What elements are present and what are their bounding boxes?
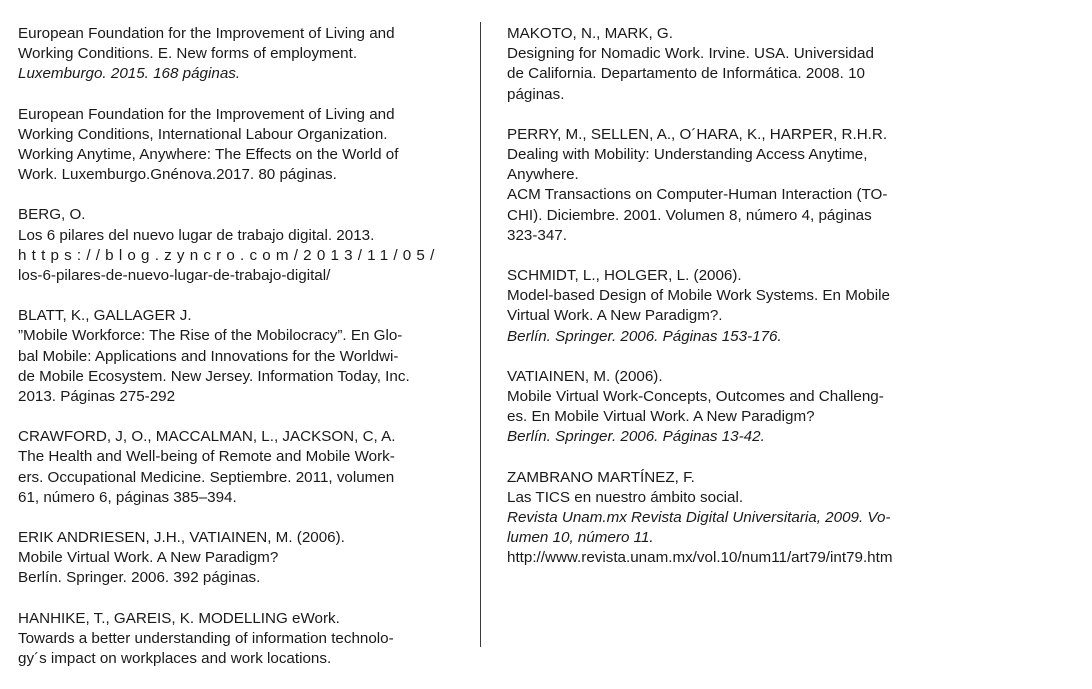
reference-line: Mobile Virtual Work-Concepts, Outcomes and Challeng-	[507, 388, 884, 406]
reference-line: páginas.	[507, 85, 565, 103]
reference-line: Work. Luxemburgo.Gnénova.2017. 80 páginas.	[18, 166, 337, 184]
reference-line: PERRY, M., SELLEN, A., O´HARA, K., HARPER, R.H.R.	[507, 125, 888, 143]
reference-line: Virtual Work. A New Paradigm?.	[507, 307, 723, 325]
reference-entry	[18, 609, 458, 670]
reference-line: CHI). Diciembre. 2001. Volumen 8, número 4, páginas	[507, 206, 872, 224]
reference-line: Los 6 pilares del nuevo lugar de trabajo digital. 2013.	[18, 226, 375, 244]
reference-entry	[507, 266, 947, 347]
reference-entry	[18, 306, 458, 407]
reference-line: de Mobile Ecosystem. New Jersey. Information Today, Inc.	[18, 367, 410, 385]
reference-line: European Foundation for the Improvement of Living and	[18, 25, 395, 42]
reference-line: Working Conditions. E. New forms of employment.	[18, 45, 358, 63]
reference-line: Anywhere.	[507, 166, 579, 184]
reference-line: 323-347.	[507, 226, 567, 244]
reference-entry	[18, 24, 458, 85]
reference-line: ACM Transactions on Computer-Human Interaction (TO-	[507, 186, 888, 204]
reference-line: CRAWFORD, J, O., MACCALMAN, L., JACKSON, C, A.	[18, 428, 396, 446]
reference-line: Working Anytime, Anywhere: The Effects on the World of	[18, 146, 399, 164]
reference-entry	[18, 528, 458, 589]
reference-line: Designing for Nomadic Work. Irvine. USA. Universidad	[507, 45, 874, 63]
reference-line: de California. Departamento de Informática. 2008. 10	[507, 65, 865, 83]
reference-line: Berlín. Springer. 2006. Páginas 153-176.	[507, 327, 782, 345]
reference-line: HANHIKE, T., GAREIS, K. MODELLING eWork.	[18, 609, 340, 627]
reference-line: ers. Occupational Medicine. Septiembre. 2011, volumen	[18, 468, 395, 486]
reference-entry	[18, 427, 458, 508]
reference-line: Working Conditions, International Labour Organization.	[18, 125, 388, 143]
reference-line: Luxemburgo. 2015. 168 páginas.	[18, 65, 241, 83]
reference-line: 61, número 6, páginas 385–394.	[18, 488, 237, 506]
left-column	[18, 24, 458, 689]
reference-line: 2013. Páginas 275-292	[18, 388, 176, 406]
reference-entry	[507, 125, 947, 246]
reference-line: Berlín. Springer. 2006. 392 páginas.	[18, 569, 261, 587]
reference-line: Berlín. Springer. 2006. Páginas 13-42.	[507, 428, 765, 446]
reference-entry	[507, 468, 947, 569]
reference-entry	[507, 367, 947, 448]
reference-line: BLATT, K., GALLAGER J.	[18, 307, 192, 325]
reference-line: ZAMBRANO MARTÍNEZ, F.	[507, 468, 695, 486]
reference-line: http://www.revista.unam.mx/vol.10/num11/art79/int79.htm	[507, 549, 893, 567]
reference-entry	[507, 24, 947, 105]
reference-line: Towards a better understanding of information technolo-	[18, 629, 394, 647]
reference-line: Las TICS en nuestro ámbito social.	[507, 488, 744, 506]
reference-entry	[18, 105, 458, 186]
reference-line: es. En Mobile Virtual Work. A New Paradigm?	[507, 408, 815, 426]
reference-line: BERG, O.	[18, 206, 86, 224]
reference-line: ERIK ANDRIESEN, J.H., VATIAINEN, M. (2006).	[18, 529, 345, 547]
reference-line: los-6-pilares-de-nuevo-lugar-de-trabajo-digital/	[18, 267, 331, 285]
reference-line: VATIAINEN, M. (2006).	[507, 367, 663, 385]
reference-line: SCHMIDT, L., HOLGER, L. (2006).	[507, 267, 742, 285]
reference-line: Dealing with Mobility: Understanding Access Anytime,	[507, 146, 868, 164]
reference-line: gy´s impact on workplaces and work locations.	[18, 650, 332, 668]
reference-line: European Foundation for the Improvement of Living and	[18, 105, 395, 123]
reference-line: Mobile Virtual Work. A New Paradigm?	[18, 549, 279, 567]
reference-line: The Health and Well-being of Remote and Mobile Work-	[18, 448, 395, 466]
column-divider	[480, 22, 481, 647]
reference-line: Model-based Design of Mobile Work Systems. En Mobile	[507, 287, 890, 305]
reference-url-line: https://blog.zyncro.com/2013/11/05/	[18, 246, 440, 264]
reference-line: MAKOTO, N., MARK, G.	[507, 25, 673, 42]
reference-line: Revista Unam.mx Revista Digital Universitaria, 2009. Vo-	[507, 509, 891, 527]
right-column	[507, 24, 947, 589]
reference-line: ”Mobile Workforce: The Rise of the Mobilocracy”. En Glo-	[18, 327, 403, 345]
reference-line: lumen 10, número 11.	[507, 529, 654, 547]
reference-entry	[18, 205, 458, 286]
reference-line: bal Mobile: Applications and Innovations for the Worldwi-	[18, 347, 399, 365]
